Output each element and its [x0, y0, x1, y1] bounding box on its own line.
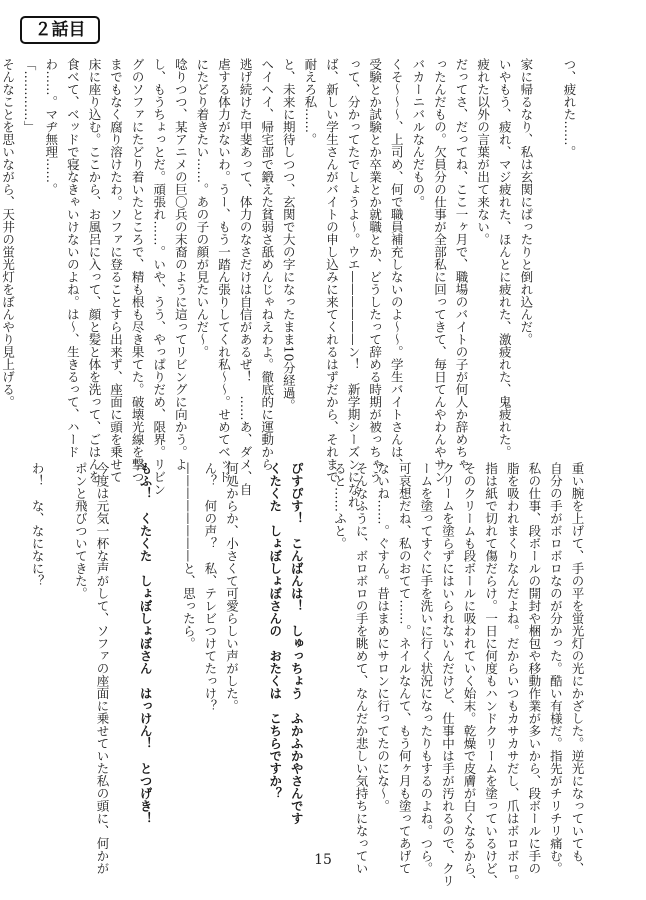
text-line: 床に座り込む。ここから、お風呂に入って、顔と髪と体を洗って、ごはんを [86, 58, 102, 483]
text-line: ば、新しい学生さんがバイトの申し込みに来てくれるはずだから、それまで [324, 58, 340, 483]
text-line: 食べて、ベッドで寝なきゃいけないのよね。は〜、生きるって、ハード [65, 58, 81, 458]
text-line: までもなく腐り溶けたわ。ソファに登ることすら出来ず、座面に頭を乗せて [108, 58, 124, 483]
text-line: つ、疲れた……。 [562, 58, 577, 158]
text-line: 可哀想だね、私のおてて……。ネイルなんて、もう何ヶ月も塗ってあげて [397, 462, 413, 875]
text-line: にたどり着きたい……。あの子の顔が見たいんだ〜。 [194, 58, 210, 358]
text-line: 今度は元気一杯な声がして、ソファの座面に乗せていた私の頭に、何かが [94, 462, 110, 875]
text-line: へイヘイ、帰宅部で鍛えた貧弱さ舐めんじゃねえわよ。徹底的に運動から [259, 58, 275, 471]
text-line: って、分かってたでしょうよ〜。ウエ——————ン！ 新学期シーズンになれ [346, 58, 362, 508]
text-line: と、未来に期待しつつ、玄関で大の字になったまま10分経過。 [281, 58, 297, 412]
text-line: 家に帰るなり、私は玄関にぱったりと倒れ込んだ。 [518, 58, 534, 346]
text-line: くそ〜〜〜、上司め、何で職員補充しないのよ〜〜。学生バイトさんは、 [389, 58, 405, 471]
text-line [307, 462, 329, 840]
text-line: ん？ 何の声？ 私、テレビつけてたっけ？ [202, 462, 218, 712]
text-line: し、もうちょっとだ。頑張れ……。いや、うう、やっぱりだめ、限界。リビン [151, 58, 167, 496]
text-line: ポンと飛びついてきた。 [73, 462, 89, 600]
text-line [48, 462, 70, 840]
dialogue-line: ぴすぴす！ こんばんは！ しゅっちょう ふかふかやさんです [289, 462, 305, 825]
dialogue-line: もふ！ くたくた しょぼしょぼさん はっけん！ とつげき！ [138, 462, 154, 825]
text-line: 疲れた以外の言葉が出て来ない。 [475, 58, 491, 246]
page-number: 15 [314, 852, 332, 868]
text-line: 「…………」 [22, 58, 38, 133]
text-line: そのクリームも段ボールに吸われていく始末。乾燥で皮膚が白くなるから、 [462, 462, 478, 887]
text-line: わ！ な、なになに？ [30, 462, 46, 587]
chapter-label: ２話目 [20, 16, 100, 44]
dialogue-line: くたくた しょぼしょぼさんの おたくは こちらですか？ [267, 462, 283, 800]
text-line: 脂を吸われまくりなんだよね。だからいつもカサカサだし、爪はボロボロ。 [505, 462, 521, 887]
text-line: ームを塗ってすぐに手を洗いに行く状況になったりもするのよね。つら。 [418, 462, 434, 875]
text-line: バカーニバルなんだもの。 [410, 58, 426, 208]
text-line: 指は紙で切れて傷だらけ。一日に何度もハンドクリームを塗っているけど、 [483, 462, 499, 887]
text-line [113, 462, 135, 840]
text-line: 耐えろ私……。 [302, 58, 318, 146]
text-line: そんなことを思いながら、天井の蛍光灯をぼんやり見上げる。 [0, 58, 16, 408]
text-line: ————————と、思ったら。 [181, 462, 197, 650]
text-line [156, 462, 178, 840]
text-line: ないね……。ぐすん。昔はまめにサロンに行ってたのにな〜。 [375, 462, 391, 812]
text-line: 受験とか試験とか卒業とか就職とか、どうしたって辞める時期が被っちゃう [367, 58, 383, 483]
text-line: 自分の手がボロボロなのが分かった。酷い有様だ。指先がチリチリ痛む。 [548, 462, 564, 875]
text-line: 私の仕事、段ボールの開封や梱包や移動作業が多いから、段ボールに手の [526, 462, 542, 875]
text-line [537, 58, 559, 436]
text-line: クリームを塗らずにはいられないんだけど、仕事中は手が汚れるので、クリ [440, 462, 456, 887]
text-line: 何処からか、小さくて可愛らしい声がした。 [224, 462, 240, 712]
text-line: ると……ふと。 [332, 462, 348, 550]
text-line: わ……。マヂ無理……。 [43, 58, 59, 196]
text-line: 唸りつつ、某アニメの巨〇兵の末裔のように這ってリビングに向かう。よ [173, 58, 189, 471]
text-line: 虐する体力がないわ。うー、もう一踏ん張りしてくれ私〜〜。せめてベッド [216, 58, 232, 483]
text-line [243, 462, 265, 840]
text-line: ったんだもの。欠員分の仕事が全部私に回ってきて、毎日てんやわんやサン [432, 58, 448, 483]
text-line: 逃げ続けた甲斐あって、体力のなさだけは自信があるぜ！ ……あ、ダメ、自 [238, 58, 254, 496]
text-line: いやもう、疲れ、マジ疲れた、ほんとに疲れた、激疲れた、鬼疲れた。 [497, 58, 513, 458]
text-line: だってさ、だってね、ここ一ヶ月で、職場のバイトの子が何人か辞めちゃ [454, 58, 470, 471]
text-line: 重い腕を上げて、手の平を蛍光灯の光にかざした。逆光になっていても、 [570, 462, 585, 875]
text-line: グのソファにたどり着いたところで、精も根も尽き果てた。破壊光線を撃つ [130, 58, 146, 483]
text-line: そんなふうに、ボロボロの手を眺めて、なんだか悲しい気持ちになってい [354, 462, 370, 875]
